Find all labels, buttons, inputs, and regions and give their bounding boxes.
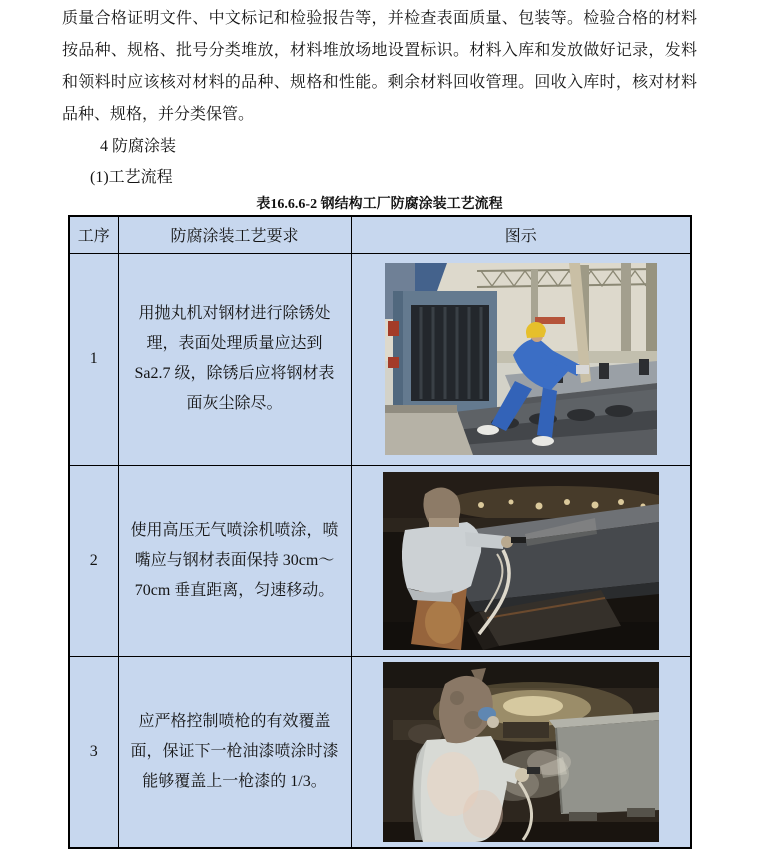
- illustration-cell-2: [351, 465, 691, 656]
- subsection-heading: (1)工艺流程: [90, 169, 173, 186]
- shot-blasting-derusting-photo: [384, 263, 658, 455]
- table-header-row: [69, 216, 691, 253]
- step-number-3: 3: [69, 656, 118, 848]
- section-heading: 4 防腐涂装: [100, 138, 177, 155]
- col-header-requirement: 防腐涂装工艺要求: [118, 216, 351, 253]
- body-paragraph: 质量合格证明文件、中文标记和检验报告等，并检查表面质量、包装等。检验合格的材料按品种、规格、批号分类堆放，材料堆放场地设置标识。材料入库和发放做好记录，发料和领料时应该核对材料的品种、规格和性能。剩余材料回收管理。回收入库时，核对材料品种、规格，并分类保管。: [62, 10, 697, 123]
- col-header-illustration: 图示: [351, 216, 691, 253]
- table-row-2: [69, 465, 691, 656]
- requirement-text-2: 使用高压无气喷涂机喷涂，喷嘴应与钢材表面保持 30cm～70cm 垂直距离，匀速移动。: [118, 465, 351, 656]
- spray-overlap-coverage-photo: [383, 662, 659, 842]
- process-table: [68, 215, 692, 849]
- table-row-1: [69, 253, 691, 465]
- requirement-text-1: 用抛丸机对钢材进行除锈处理，表面处理质量应达到 Sa2.7 级，除锈后应将钢材表面灰尘除尽。: [118, 253, 351, 465]
- table-row-3: [69, 656, 691, 848]
- step-number-2: 2: [69, 465, 118, 656]
- illustration-cell-1: [351, 253, 691, 465]
- requirement-text-3: 应严格控制喷枪的有效覆盖面，保证下一枪油漆喷涂时漆能够覆盖上一枪漆的 1/3。: [118, 656, 351, 848]
- col-header-step: 工序: [69, 216, 118, 253]
- illustration-cell-3: [351, 656, 691, 848]
- step-number-1: 1: [69, 253, 118, 465]
- table-caption: 表16.6.6-2 钢结构工厂防腐涂装工艺流程: [256, 197, 503, 212]
- airless-spray-coating-photo: [383, 472, 659, 650]
